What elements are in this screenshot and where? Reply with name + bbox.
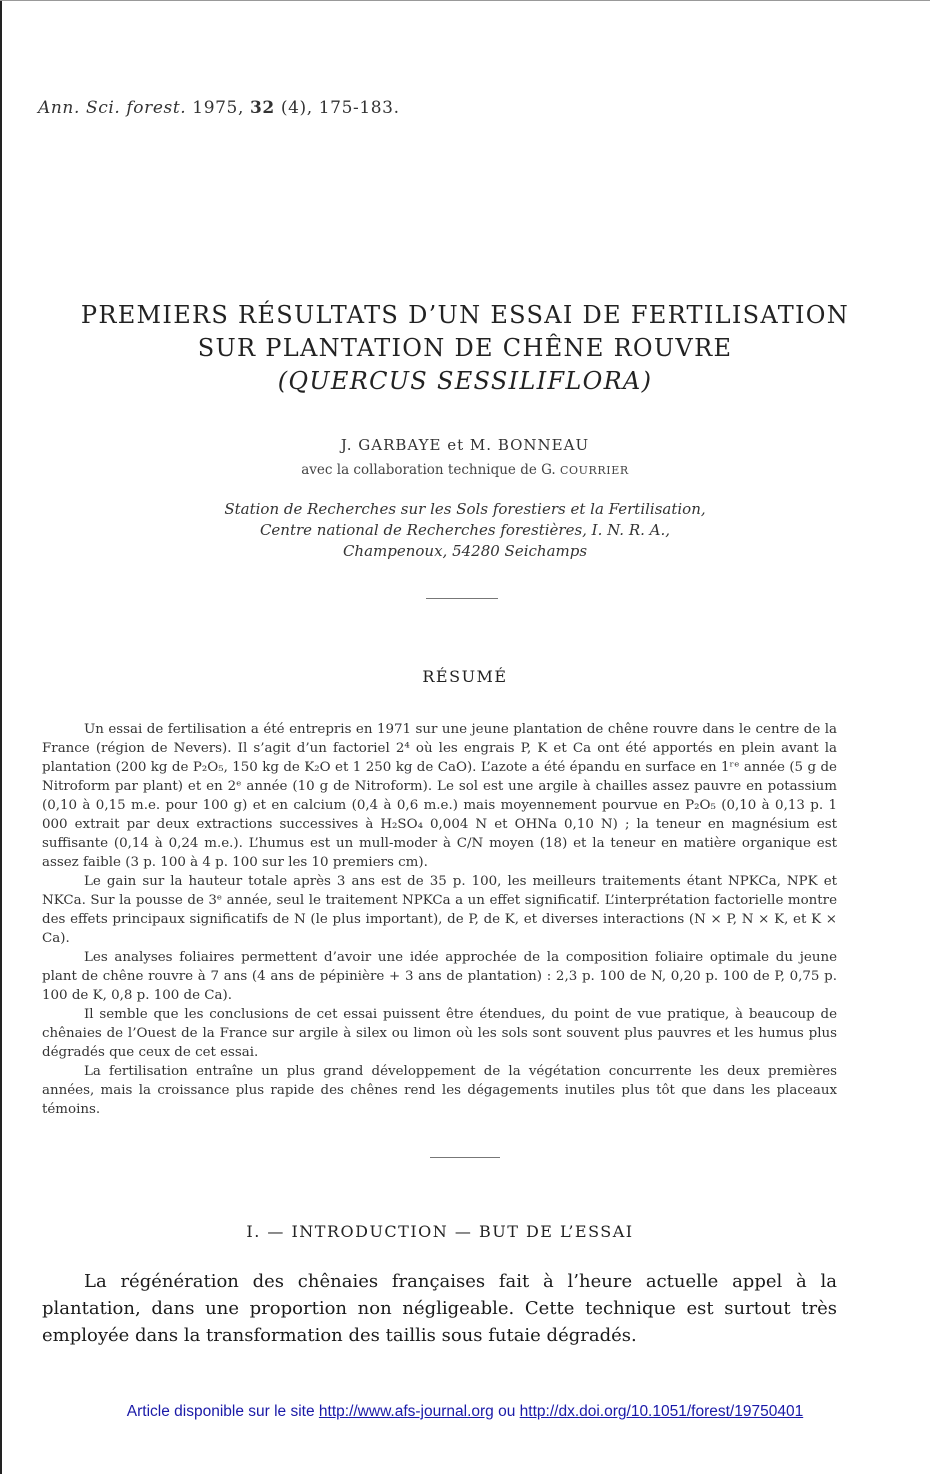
section-heading: I. — INTRODUCTION — BUT DE L’ESSAI	[246, 1222, 634, 1241]
journal-citation	[38, 98, 400, 118]
title-line-1: PREMIERS RÉSULTATS D’UN ESSAI DE FERTILISATION	[80, 301, 850, 329]
journal-year: 1975,	[192, 98, 244, 118]
resume-paragraph: Un essai de fertilisation a été entrepris en 1971 sur une jeune plantation de chêne rouvre dans le centre de la France (région de Nevers). Il s’agit d’un factoriel 2⁴ où les engrais P, K et Ca ont été apportés en plein avant la plantation (200 kg de P₂O₅, 150 kg de K₂O et 1 250 kg de CaO). L’azote a été épandu en surface en 1ʳᵉ année (5 g de Nitroform par plant) et en 2ᵉ année (10 g de Nitroform). Le sol est une argile à chailles assez pauvre en potassium (0,10 à 0,15 m.e. pour 100 g) et en calcium (0,4 à 0,6 m.e.) mais moyennement pourvue en P₂O₅ (0,10 à 0,13 p. 1 000 extrait par deux extractions successives à H₂SO₄ 0,004 N et OHNa 0,10 N) ; la teneur en magnésium est suffisante (0,14 à 0,24 m.e.). L’humus est un mull-moder à C/N moyen (18) et la teneur en matière organique est assez faible (3 p. 100 à 4 p. 100 sur les 10 premiers cm).	[42, 722, 837, 870]
intro-paragraph: La régénération des chênaies françaises fait à l’heure actuelle appel à la plantation, dans une proportion non négligeable. Cette technique est surtout très employée dans la transformation des taillis sous futaie dégradés.	[42, 1271, 837, 1346]
journal-issue-pages: (4), 175-183.	[280, 98, 400, 118]
collaborator-name: COURRIER	[560, 464, 629, 477]
page-scan-edge	[0, 0, 2, 1474]
resume-paragraph: Il semble que les conclusions de cet essai puissent être étendues, du point de vue pratique, à beaucoup de chênaies de l’Ouest de la France sur argile à silex ou limon où les sols sont souvent plus pauvres et les humus plus dégradés que ceux de cet essai.	[42, 1007, 837, 1060]
resume-paragraph: Le gain sur la hauteur totale après 3 ans est de 35 p. 100, les meilleurs traitements étant NPKCa, NPK et NKCa. Sur la pousse de 3ᵉ année, seul le traitement NPKCa a un effet significatif. L’interprétation factorielle montre des effets principaux significatifs de N (le plus important), de P, de K, et diverses interactions (N × P, N × K, et K × Ca).	[42, 874, 837, 946]
doi-link[interactable]: http://dx.doi.org/10.1051/forest/19750401	[519, 1403, 804, 1420]
resume-paragraph: Les analyses foliaires permettent d’avoir une idée approchée de la composition foliaire optimale du jeune plant de chêne rouvre à 7 ans (4 ans de pépinière + 3 ans de plantation) : 2,3 p. 100 de N, 0,20 p. 100 de P, 0,75 p. 100 de K, 0,8 p. 100 de Ca).	[42, 950, 837, 1003]
journal-site-link[interactable]: http://www.afs-journal.org	[318, 1403, 494, 1420]
affiliation-line-1: Station de Recherches sur les Sols forestiers et la Fertilisation,	[224, 500, 706, 518]
page-scan-top-edge	[0, 0, 930, 1]
authors: J. GARBAYE et M. BONNEAU	[340, 436, 590, 454]
journal-volume: 32	[249, 98, 275, 118]
footer-middle: ou	[498, 1403, 516, 1420]
resume-body	[42, 720, 837, 1119]
affiliation-line-2: Centre national de Recherches forestières, I. N. R. A.,	[259, 521, 671, 539]
collaboration-note	[0, 462, 930, 478]
collaboration-prefix: avec la collaboration technique de G.	[301, 462, 556, 478]
journal-name: Ann. Sci. forest.	[38, 98, 187, 118]
title-line-2: SUR PLANTATION DE CHÊNE ROUVRE	[197, 334, 733, 362]
resume-paragraph: La fertilisation entraîne un plus grand développement de la végétation concurrente les deux premières années, mais la croissance plus rapide des chênes rend les dégagements inutiles plus tôt que dans les placeaux témoins.	[42, 1064, 837, 1117]
resume-heading: RÉSUMÉ	[422, 667, 508, 686]
availability-footer	[0, 1403, 930, 1421]
separator-rule	[430, 1157, 500, 1158]
affiliation-line-3: Champenoux, 54280 Seichamps	[342, 542, 588, 560]
separator-rule	[426, 598, 498, 599]
title-line-3: (QUERCUS SESSILIFLORA)	[277, 367, 653, 395]
footer-prefix: Article disponible sur le site	[126, 1403, 315, 1420]
